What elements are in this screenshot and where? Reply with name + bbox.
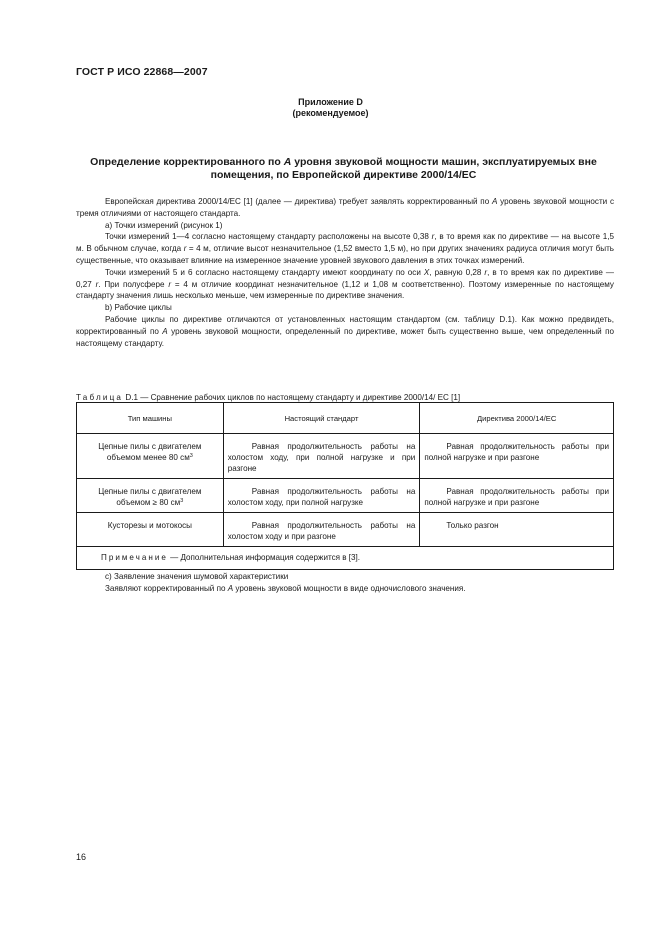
table-cell: Только разгон <box>420 513 614 547</box>
standard-header: ГОСТ Р ИСО 22868—2007 <box>76 66 208 78</box>
table-cell: Равная продолжительность работы при полной нагрузке и при разгоне <box>420 434 614 479</box>
table-cell: Равная продолжительность работы на холостом ходу и при разгоне <box>223 513 420 547</box>
table-header-row <box>77 403 614 434</box>
table-cell: Равная продолжительность работы при полной нагрузке и при разгоне <box>420 479 614 513</box>
table-row <box>77 479 614 513</box>
paragraph-measure-points: Точки измерений 1—4 согласно настоящему стандарту расположены на высоте 0,38 r, в то время как по директиве — на высоте 1,5 м. В обычном случае, когда r = 4 м, отличие высот незначительное (1,52 вместо 1,5 м), но при других значениях радиуса отличия могут быть существенные, что оказывает влияние на измеренное значение уровней звукового давления в этих точках измерений. <box>76 232 614 265</box>
table-row <box>77 513 614 547</box>
table-cell: Кусторезы и мотокосы <box>77 513 224 547</box>
declaration-section <box>76 571 614 595</box>
list-item-b: b) Рабочие циклы <box>105 303 172 313</box>
table-cell: Цепные пилы с двигателем объемом менее 80 $см^3$ <box>77 434 224 479</box>
table-caption: Таблица D.1 — Сравнение рабочих циклов по настоящему стандарту и директиве 2000/14/ ЕС [1] <box>76 393 461 402</box>
paragraph-points-5-6: Точки измерений 5 и 6 согласно настоящему стандарту имеют координату по оси X, равную 0,28 r, в то время как по директиве — 0,27 r. При полусфере r = 4 м отличие координат незначительное (1,12 и 1,08 м соответственно). Поэтому измеренные по настоящему стандарту значения лишь несколько меньше, чем измеренные по директиве значения. <box>76 267 614 301</box>
annex-status: (рекомендуемое) <box>292 108 369 118</box>
list-item-c: c) Заявление значения шумовой характеристики <box>105 572 289 581</box>
paragraph-intro: Европейская директива 2000/14/ЕС [1] (далее — директива) требует заявлять корректированный по A уровень звуковой мощности с тремя отличиями от настоящего стандарта. <box>76 197 614 218</box>
paragraph-declaration: Заявляют корректированный по A уровень звуковой мощности в виде одночислового значения. <box>105 583 466 593</box>
header-standard: Настоящий стандарт <box>223 403 420 434</box>
table-row <box>77 434 614 479</box>
table-cell: Равная продолжительность работы на холостом ходу, при полной нагрузке и при разгоне <box>223 434 420 479</box>
list-item-a: a) Точки измерений (рисунок 1) <box>105 220 223 230</box>
paragraph-work-cycles: Рабочие циклы по директиве отличаются от установленных настоящим стандартом (см. таблицу D.1). Как можно предвидеть, корректированный по A уровень звуковой мощности, определенный по директиве, может быть существенно выше, чем определенный по настоящему стандарту. <box>76 314 614 348</box>
header-directive: Директива 2000/14/ЕС <box>420 403 614 434</box>
comparison-table <box>76 402 614 570</box>
table-note: Примечание — Дополнительная информация содержится в [3]. <box>77 547 614 570</box>
table-note-row <box>77 547 614 570</box>
page-number: 16 <box>76 852 87 862</box>
annex-label: Приложение D <box>298 97 363 107</box>
annex-body <box>76 196 614 349</box>
annex-title: Определение корректированного по A уровня звуковой мощности машин, эксплуатируемых вне помещения, по Европейской директиве 2000/14/ЕС <box>90 156 597 181</box>
table-cell: Цепные пилы с двигателем объемом ≥ 80 $см^3$ <box>77 479 224 513</box>
table-cell: Равная продолжительность работы на холостом ходу, при полной нагрузке <box>223 479 420 513</box>
header-machine-type: Тип машины <box>77 403 224 434</box>
